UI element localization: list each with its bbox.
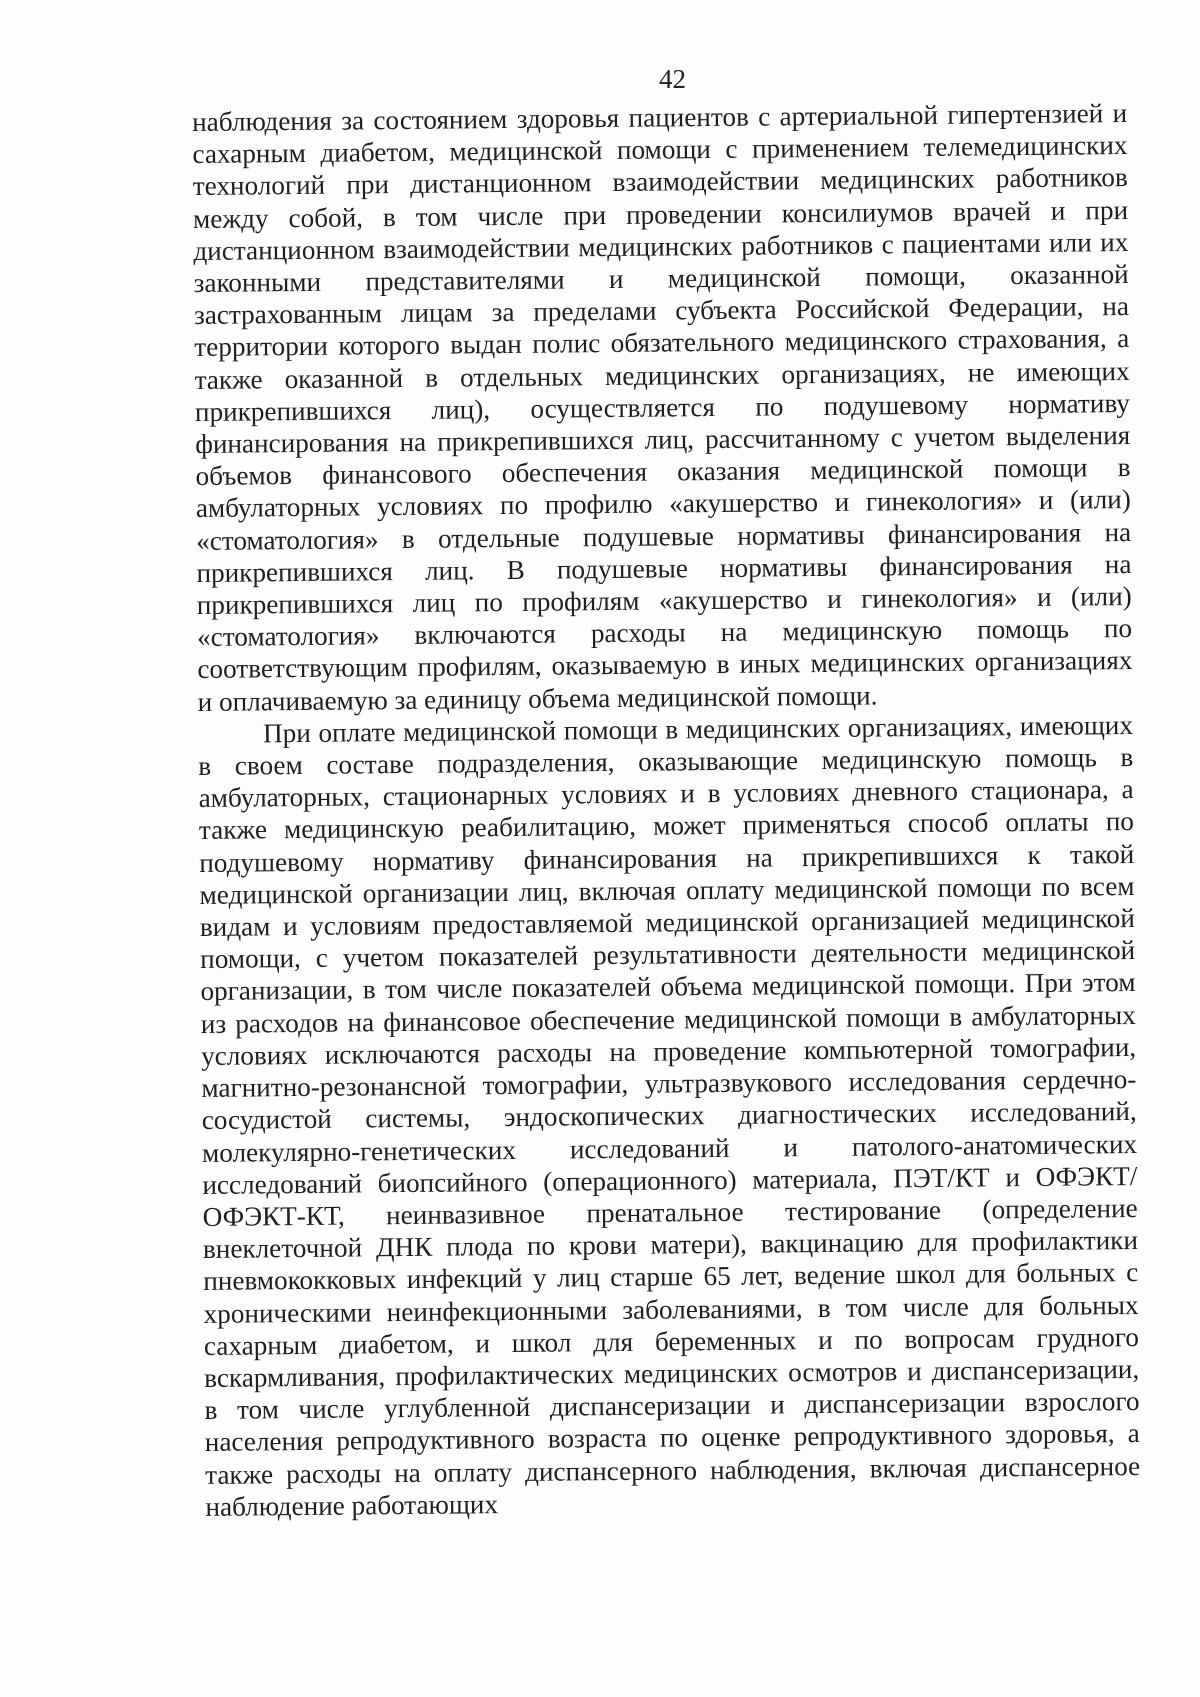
paragraph-payment-methods: При оплате медицинской помощи в медицинских организациях, имеющих в своем составе подразделения, оказывающие медицинскую помощь в амбулаторных, стационарных условиях и в условиях дневного стационара, а также медицинскую реабилитацию, может применяться способ оплаты по подушевому нормативу финансирования на прикрепившихся к такой медицинской организации лиц, включая оплату медицинской помощи по всем видам и условиям предоставляемой медицинской организацией медицинской помощи, с учетом показателей результативности деятельности медицинской организации, в том числе показателей объема медицинской помощи. При этом из расходов на финансовое обеспечение медицинской помощи в амбулаторных условиях исключаются расходы на проведение компьютерной томографии, магнитно-резонансной томографии, ультразвукового исследования сердечно-сосудистой системы, эндоскопических диагностических исследований, молекулярно-генетических исследований и патолого-анатомических исследований биопсийного (операционного) материала, ПЭТ/КТ и ОФЭКТ/ОФЭКТ-КТ, неинвазивное пренатальное тестирование (определение внеклеточной ДНК плода по крови матери), вакцинацию для профилактики пневмококковых инфекций у лиц старше 65 лет, ведение школ для больных с хроническими неинфекционными заболеваниями, в том числе для больных сахарным диабетом, и школ для беременных и по вопросам грудного вскармливания, профилактических медицинских осмотров и диспансеризации, в том числе углубленной диспансеризации и диспансеризации взрослого населения репродуктивного возраста по оценке репродуктивного здоровья, а также расходы на оплату диспансерного наблюдения, включая диспансерное наблюдение работающих xyxy=(198,709,1141,1522)
paragraph-continuation: наблюдения за состоянием здоровья пациентов с артериальной гипертензией и сахарным диабетом, медицинской помощи с применением телемедицинских технологий при дистанционном взаимодействии медицинских работников между собой, в том числе при проведении консилиумов врачей и при дистанционном взаимодействии медицинских работников с пациентами или их законными представителями и медицинской помощи, оказанной застрахованным лицам за пределами субъекта Российской Федерации, на территории которого выдан полис обязательного медицинского страхования, а также оказанной в отдельных медицинских организациях, не имеющих прикрепившихся лиц), осуществляется по подушевому нормативу финансирования на прикрепившихся лиц, рассчитанному с учетом выделения объемов финансового обеспечения оказания медицинской помощи в амбулаторных условиях по профилю «акушерство и гинекология» и (или) «стоматология» в отдельные подушевые нормативы финансирования на прикрепившихся лиц. В подушевые нормативы финансирования на прикрепившихся лиц по профилям «акушерство и гинекология» и (или) «стоматология» включаются расходы на медицинскую помощь по соответствующим профилям, оказываемую в иных медицинских организациях и оплачиваемую за единицу объема медицинской помощи. xyxy=(192,98,1133,717)
page-number: 42 xyxy=(659,64,686,94)
document-body xyxy=(192,97,1141,1523)
